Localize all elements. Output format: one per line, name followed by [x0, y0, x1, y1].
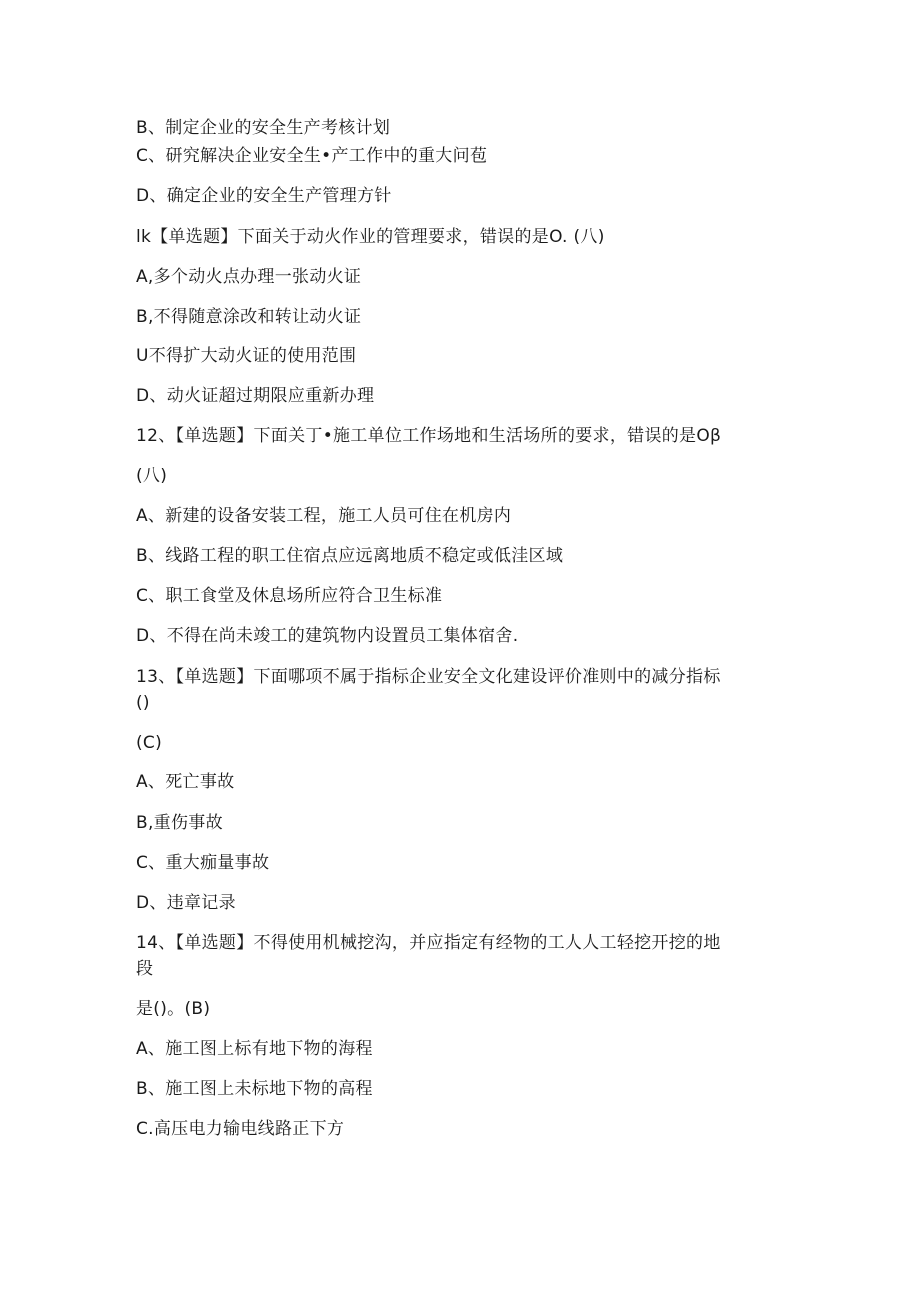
question-14-text: 14、【单选题】不得使用机械挖沟，并应指定有经物的工人人工轻挖开挖的地 — [136, 933, 721, 953]
question-13-text: 13、【单选题】下面哪项不属于指标企业安全文化建设评价准则中的减分指标 — [136, 667, 721, 687]
question-12-option-b: B、线路工程的职工住宿点应远离地质不稳定或低洼区域 — [136, 546, 564, 566]
question-11-option-a: A,多个动火点办理一张动火证 — [136, 267, 362, 287]
question-14-option-b: B、施工图上未标地下物的高程 — [136, 1079, 373, 1099]
question-13-answer: (C) — [136, 733, 163, 753]
question-13-option-a: A、死亡事故 — [136, 772, 235, 792]
option-b-line: B、制定企业的安全生产考核计划 — [136, 118, 391, 138]
question-13-option-c: C、重大痂量事故 — [136, 853, 270, 873]
question-11-text: lk【单选题】下面关于动火作业的管理要求，错误的是O. (八) — [136, 227, 605, 247]
question-13-text-cont: () — [136, 693, 150, 713]
question-11-option-c: U不得扩大动火证的使用范围 — [136, 346, 357, 366]
option-c-line: C、研究解决企业安全生•产工作中的重大问苞 — [136, 146, 488, 166]
question-13-option-d: D、违章记录 — [136, 893, 236, 913]
question-13-option-b: B,重伤事故 — [136, 813, 223, 833]
question-12-option-c: C、职工食堂及休息场所应符合卫生标准 — [136, 586, 443, 606]
question-14-option-a: A、施工图上标有地下物的海程 — [136, 1039, 373, 1059]
question-14-text-answer: 是()。(B) — [136, 999, 211, 1019]
question-12-answer: (八) — [136, 466, 168, 486]
question-14-option-c: C.高压电力输电线路正下方 — [136, 1119, 345, 1139]
question-12-text: 12、【单选题】下面关丁•施工单位工作场地和生活场所的要求，错误的是Oβ — [136, 426, 722, 446]
question-11-option-d: D、动火证超过期限应重新办理 — [136, 386, 375, 406]
option-d-line: D、确定企业的安全生产管理方针 — [136, 186, 392, 206]
question-12-option-d: D、不得在尚未竣工的建筑物内设置员工集体宿舍. — [136, 626, 519, 646]
question-11-option-b: B,不得随意涂改和转让动火证 — [136, 307, 362, 327]
question-14-text-cont: 段 — [136, 959, 154, 979]
question-12-option-a: A、新建的设备安装工程，施工人员可住在机房内 — [136, 506, 512, 526]
